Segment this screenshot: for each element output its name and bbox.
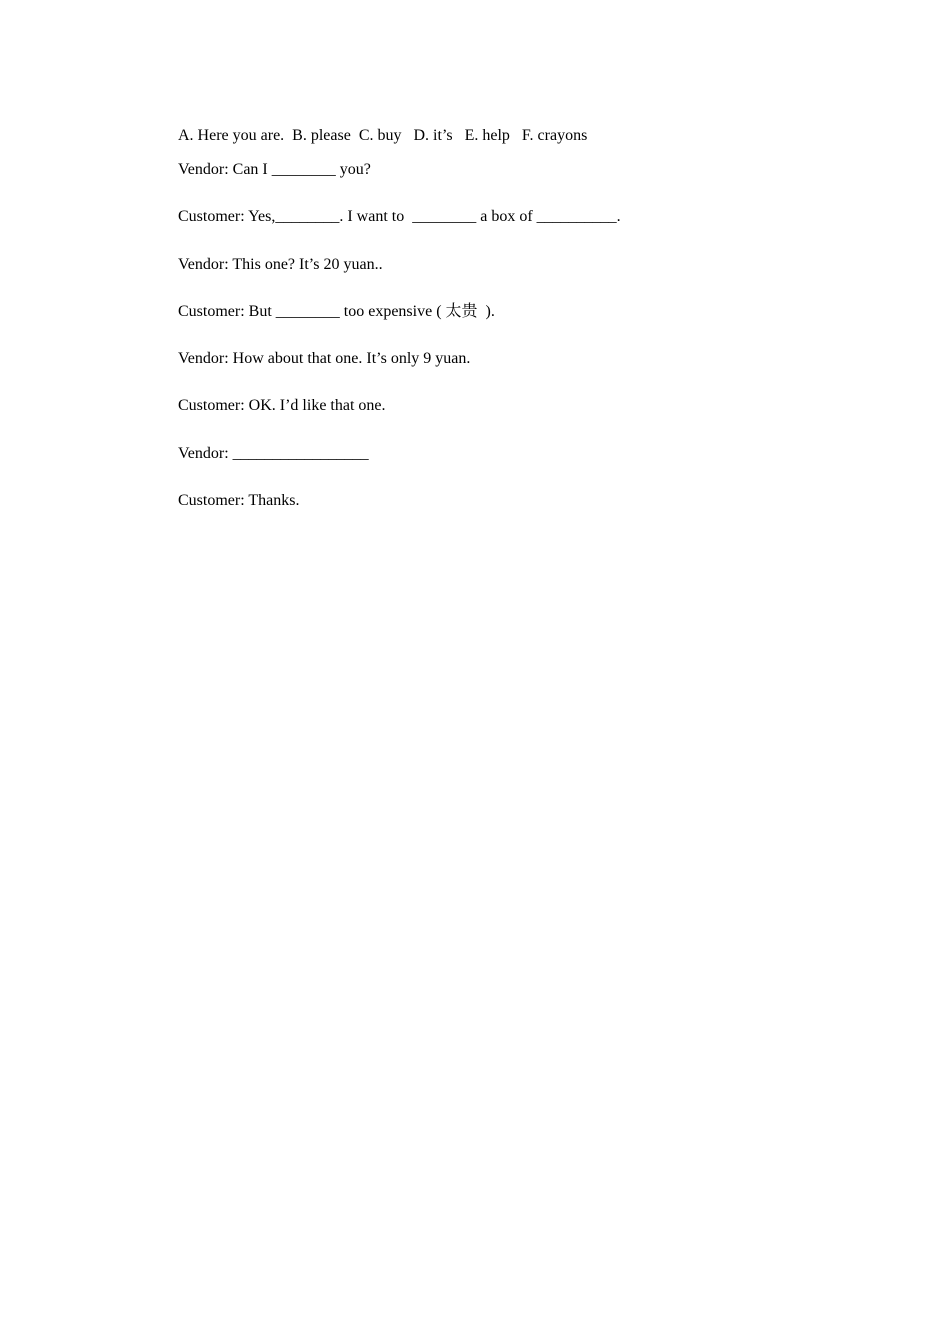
dialogue-line-vendor-1: Vendor: Can I ________ you? [178,161,371,178]
dialogue-line-customer-3: Customer: OK. I’d like that one. [178,397,386,415]
dialogue-line-customer-2: Customer: But ________ too expensive ( 太贵 ). [178,302,495,320]
dialogue-line-customer-1: Customer: Yes,________. I want to ________ a box of __________. [178,208,621,226]
dialogue-line-vendor-2: Vendor: This one? It’s 20 yuan.. [178,255,383,273]
dialogue-line-customer-4: Customer: Thanks. [178,492,300,510]
dialogue-line-vendor-3: Vendor: How about that one. It’s only 9 yuan. [178,350,471,368]
dialogue-line-vendor-4: Vendor: _________________ [178,444,369,462]
exercise-content [178,126,798,538]
answer-options: A. Here you are. B. please C. buy D. it’s E. help F. crayons [178,127,588,144]
